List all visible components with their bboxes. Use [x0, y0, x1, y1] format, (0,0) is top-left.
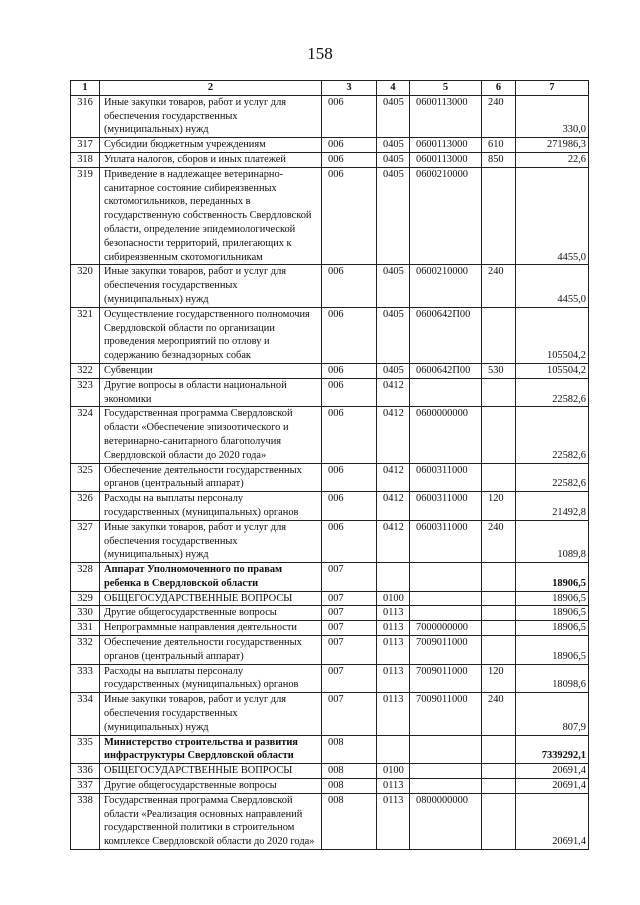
table-row [71, 606, 589, 621]
column-header: 5 [410, 81, 482, 96]
target-article-code: 0600113000 [410, 152, 482, 167]
item-name: Иные закупки товаров, работ и услуг для обеспечения государственных (муниципальных) нужд [100, 693, 322, 735]
ministry-code: 006 [322, 407, 377, 463]
amount: 18906,5 [516, 636, 589, 665]
section-code [377, 735, 410, 764]
target-article-code: 7009011000 [410, 693, 482, 735]
ministry-code: 006 [322, 307, 377, 363]
ministry-code: 006 [322, 463, 377, 492]
item-name: Субвенции [100, 363, 322, 378]
amount: 4455,0 [516, 265, 589, 307]
expense-type-code [482, 307, 516, 363]
section-code: 0113 [377, 636, 410, 665]
expense-type-code [482, 779, 516, 794]
amount: 271986,3 [516, 138, 589, 153]
amount: 20691,4 [516, 764, 589, 779]
row-number: 318 [71, 152, 100, 167]
section-code: 0405 [377, 138, 410, 153]
row-number: 330 [71, 606, 100, 621]
table-row [71, 492, 589, 521]
expense-type-code [482, 735, 516, 764]
row-number: 321 [71, 307, 100, 363]
expense-type-code: 530 [482, 363, 516, 378]
row-number: 334 [71, 693, 100, 735]
target-article-code [410, 735, 482, 764]
table-row [71, 735, 589, 764]
expense-type-code [482, 621, 516, 636]
table-row [71, 693, 589, 735]
header-row [71, 81, 589, 96]
expense-type-code [482, 378, 516, 407]
section-code [377, 563, 410, 592]
section-code: 0405 [377, 363, 410, 378]
expense-type-code [482, 563, 516, 592]
item-name: Другие вопросы в области национальной экономики [100, 378, 322, 407]
amount: 18906,5 [516, 563, 589, 592]
table-row [71, 591, 589, 606]
row-number: 316 [71, 95, 100, 137]
expense-type-code [482, 606, 516, 621]
table-row [71, 307, 589, 363]
section-code: 0113 [377, 606, 410, 621]
table-row [71, 793, 589, 849]
expense-type-code: 610 [482, 138, 516, 153]
item-name: Государственная программа Свердловской области «Реализация основных направлений государственной политики в строительном комплексе Свердловской области до 2020 года» [100, 793, 322, 849]
row-number: 335 [71, 735, 100, 764]
table-row [71, 520, 589, 562]
column-header: 2 [100, 81, 322, 96]
section-code: 0412 [377, 407, 410, 463]
item-name: Иные закупки товаров, работ и услуг для обеспечения государственных (муниципальных) нужд [100, 520, 322, 562]
section-code: 0113 [377, 621, 410, 636]
column-header: 6 [482, 81, 516, 96]
ministry-code: 007 [322, 693, 377, 735]
row-number: 332 [71, 636, 100, 665]
amount: 20691,4 [516, 793, 589, 849]
item-name: Расходы на выплаты персоналу государственных (муниципальных) органов [100, 664, 322, 693]
ministry-code: 006 [322, 138, 377, 153]
target-article-code: 0600210000 [410, 265, 482, 307]
ministry-code: 006 [322, 492, 377, 521]
expense-type-code: 240 [482, 693, 516, 735]
target-article-code: 0600000000 [410, 407, 482, 463]
ministry-code: 006 [322, 167, 377, 265]
amount: 7339292,1 [516, 735, 589, 764]
section-code: 0412 [377, 463, 410, 492]
item-name: Министерство строительства и развития инфраструктуры Свердловской области [100, 735, 322, 764]
row-number: 328 [71, 563, 100, 592]
page-number: 158 [307, 44, 333, 63]
target-article-code [410, 591, 482, 606]
row-number: 329 [71, 591, 100, 606]
item-name: Государственная программа Свердловской области «Обеспечение эпизоотического и ветеринарно-санитарного благополучия Свердловской области до 2020 года» [100, 407, 322, 463]
target-article-code [410, 606, 482, 621]
target-article-code: 0600210000 [410, 167, 482, 265]
ministry-code: 006 [322, 152, 377, 167]
row-number: 319 [71, 167, 100, 265]
amount: 105504,2 [516, 307, 589, 363]
expense-type-code [482, 591, 516, 606]
table-row [71, 138, 589, 153]
expense-type-code: 120 [482, 492, 516, 521]
amount: 4455,0 [516, 167, 589, 265]
amount: 330,0 [516, 95, 589, 137]
column-header: 1 [71, 81, 100, 96]
table-row [71, 636, 589, 665]
target-article-code: 0600311000 [410, 520, 482, 562]
target-article-code: 0600311000 [410, 463, 482, 492]
table-row [71, 265, 589, 307]
section-code: 0405 [377, 307, 410, 363]
amount: 21492,8 [516, 492, 589, 521]
item-name: Осуществление государственного полномочия Свердловской области по организации проведения мероприятий по отлову и содержанию безнадзорных собак [100, 307, 322, 363]
item-name: Расходы на выплаты персоналу государственных (муниципальных) органов [100, 492, 322, 521]
amount: 22582,6 [516, 463, 589, 492]
row-number: 325 [71, 463, 100, 492]
row-number: 317 [71, 138, 100, 153]
table-row [71, 152, 589, 167]
amount: 105504,2 [516, 363, 589, 378]
row-number: 322 [71, 363, 100, 378]
table-row [71, 563, 589, 592]
ministry-code: 006 [322, 95, 377, 137]
table-row [71, 664, 589, 693]
section-code: 0405 [377, 95, 410, 137]
section-code: 0113 [377, 793, 410, 849]
table-row [71, 463, 589, 492]
section-code: 0412 [377, 378, 410, 407]
ministry-code: 007 [322, 636, 377, 665]
row-number: 336 [71, 764, 100, 779]
row-number: 320 [71, 265, 100, 307]
section-code: 0113 [377, 664, 410, 693]
section-code: 0412 [377, 520, 410, 562]
amount: 22,6 [516, 152, 589, 167]
item-name: ОБЩЕГОСУДАРСТВЕННЫЕ ВОПРОСЫ [100, 591, 322, 606]
expense-type-code: 240 [482, 520, 516, 562]
target-article-code: 0600642П00 [410, 307, 482, 363]
item-name: Приведение в надлежащее ветеринарно-санитарное состояние сибиреязвенных скотомогильников, переданных в государственную собственность Свердловской области, определение эпидемиологической безопасности территорий, прилегающих к сибиреязвенным скотомогильникам [100, 167, 322, 265]
amount: 22582,6 [516, 407, 589, 463]
expense-type-code: 850 [482, 152, 516, 167]
item-name: Обеспечение деятельности государственных органов (центральный аппарат) [100, 463, 322, 492]
amount: 18906,5 [516, 591, 589, 606]
amount: 18906,5 [516, 621, 589, 636]
item-name: Субсидии бюджетным учреждениям [100, 138, 322, 153]
item-name: Иные закупки товаров, работ и услуг для обеспечения государственных (муниципальных) нужд [100, 95, 322, 137]
section-code: 0412 [377, 492, 410, 521]
item-name: Аппарат Уполномоченного по правам ребенка в Свердловской области [100, 563, 322, 592]
item-name: ОБЩЕГОСУДАРСТВЕННЫЕ ВОПРОСЫ [100, 764, 322, 779]
ministry-code: 007 [322, 563, 377, 592]
expense-type-code [482, 793, 516, 849]
row-number: 323 [71, 378, 100, 407]
ministry-code: 006 [322, 363, 377, 378]
section-code: 0100 [377, 764, 410, 779]
target-article-code: 7000000000 [410, 621, 482, 636]
table-row [71, 95, 589, 137]
table-row [71, 621, 589, 636]
table-row [71, 363, 589, 378]
amount: 20691,4 [516, 779, 589, 794]
expense-type-code: 240 [482, 265, 516, 307]
expense-type-code: 120 [482, 664, 516, 693]
expense-type-code [482, 463, 516, 492]
row-number: 331 [71, 621, 100, 636]
item-name: Уплата налогов, сборов и иных платежей [100, 152, 322, 167]
target-article-code [410, 563, 482, 592]
ministry-code: 007 [322, 591, 377, 606]
target-article-code: 0600113000 [410, 138, 482, 153]
row-number: 338 [71, 793, 100, 849]
expense-type-code [482, 407, 516, 463]
table-row [71, 764, 589, 779]
expense-type-code [482, 167, 516, 265]
table-row [71, 378, 589, 407]
budget-table [70, 80, 589, 850]
column-header: 3 [322, 81, 377, 96]
expense-type-code [482, 636, 516, 665]
target-article-code [410, 779, 482, 794]
row-number: 333 [71, 664, 100, 693]
ministry-code: 007 [322, 664, 377, 693]
section-code: 0405 [377, 167, 410, 265]
target-article-code: 7009011000 [410, 636, 482, 665]
section-code: 0100 [377, 591, 410, 606]
table-row [71, 779, 589, 794]
table-row [71, 167, 589, 265]
amount: 22582,6 [516, 378, 589, 407]
ministry-code: 007 [322, 606, 377, 621]
amount: 18098,6 [516, 664, 589, 693]
row-number: 327 [71, 520, 100, 562]
ministry-code: 008 [322, 764, 377, 779]
row-number: 324 [71, 407, 100, 463]
amount: 807,9 [516, 693, 589, 735]
ministry-code: 007 [322, 621, 377, 636]
item-name: Обеспечение деятельности государственных органов (центральный аппарат) [100, 636, 322, 665]
target-article-code: 0800000000 [410, 793, 482, 849]
ministry-code: 008 [322, 779, 377, 794]
item-name: Иные закупки товаров, работ и услуг для обеспечения государственных (муниципальных) нужд [100, 265, 322, 307]
ministry-code: 008 [322, 793, 377, 849]
table-row [71, 407, 589, 463]
row-number: 326 [71, 492, 100, 521]
column-header: 4 [377, 81, 410, 96]
section-code: 0113 [377, 693, 410, 735]
target-article-code: 0600642П00 [410, 363, 482, 378]
row-number: 337 [71, 779, 100, 794]
section-code: 0113 [377, 779, 410, 794]
ministry-code: 006 [322, 265, 377, 307]
target-article-code [410, 378, 482, 407]
target-article-code: 0600311000 [410, 492, 482, 521]
item-name: Другие общегосударственные вопросы [100, 779, 322, 794]
expense-type-code: 240 [482, 95, 516, 137]
ministry-code: 006 [322, 378, 377, 407]
target-article-code [410, 764, 482, 779]
item-name: Непрограммные направления деятельности [100, 621, 322, 636]
column-header: 7 [516, 81, 589, 96]
section-code: 0405 [377, 265, 410, 307]
expense-type-code [482, 764, 516, 779]
item-name: Другие общегосударственные вопросы [100, 606, 322, 621]
target-article-code: 0600113000 [410, 95, 482, 137]
amount: 18906,5 [516, 606, 589, 621]
ministry-code: 008 [322, 735, 377, 764]
ministry-code: 006 [322, 520, 377, 562]
target-article-code: 7009011000 [410, 664, 482, 693]
amount: 1089,8 [516, 520, 589, 562]
section-code: 0405 [377, 152, 410, 167]
